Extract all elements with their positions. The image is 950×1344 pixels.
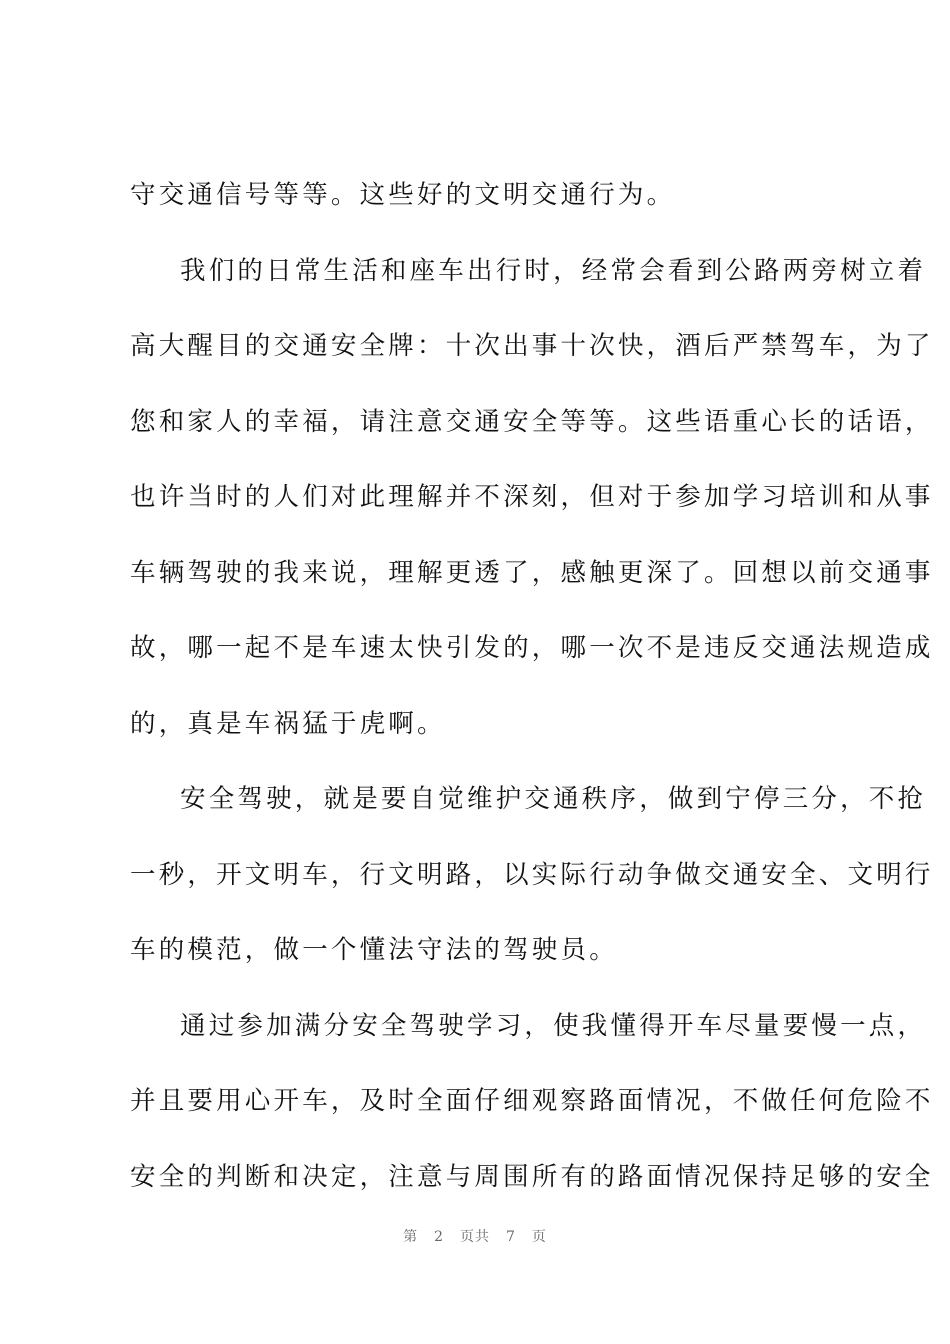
- text-line-12: 通过参加满分安全驾驶学习，使我懂得开车尽量要慢一点，: [180, 1010, 927, 1041]
- footer-label-of: 页共: [460, 1229, 490, 1245]
- text-line-8: 的，真是车祸猛于虎啊。: [130, 708, 446, 739]
- text-line-6: 车辆驾驶的我来说，理解更透了，感触更深了。回想以前交通事: [130, 557, 934, 588]
- text-line-2: 我们的日常生活和座车出行时，经常会看到公路两旁树立着: [180, 255, 927, 286]
- page-footer: [0, 1226, 950, 1246]
- text-line-4: 您和家人的幸福，请注意交通安全等等。这些语重心长的话语，: [130, 406, 934, 437]
- text-line-13: 并且要用心开车，及时全面仔细观察路面情况，不做任何危险不: [130, 1086, 934, 1116]
- text-line-1: 守交通信号等等。这些好的文明交通行为。: [130, 180, 676, 210]
- text-line-5: 也许当时的人们对此理解并不深刻，但对于参加学习培训和从事: [130, 482, 934, 512]
- footer-label-pages: 页: [531, 1229, 547, 1245]
- body-text: [130, 169, 934, 1226]
- text-line-9: 安全驾驶，就是要自觉维护交通秩序，做到宁停三分，不抢: [180, 784, 927, 814]
- text-line-3: 高大醒目的交通安全牌：十次出事十次快，酒后严禁驾车，为了: [130, 331, 934, 361]
- text-line-11: 车的模范，做一个懂法守法的驾驶员。: [130, 935, 618, 965]
- text-line-10: 一秒，开文明车，行文明路，以实际行动争做交通安全、文明行: [130, 859, 934, 890]
- text-line-14: 安全的判断和决定，注意与周围所有的路面情况保持足够的安全: [130, 1161, 934, 1192]
- footer-total-pages: 7: [506, 1229, 516, 1245]
- footer-label-page: 第: [403, 1229, 419, 1245]
- text-line-7: 故，哪一起不是车速太快引发的，哪一次不是违反交通法规造成: [130, 633, 934, 663]
- footer-current-page: 2: [434, 1229, 444, 1245]
